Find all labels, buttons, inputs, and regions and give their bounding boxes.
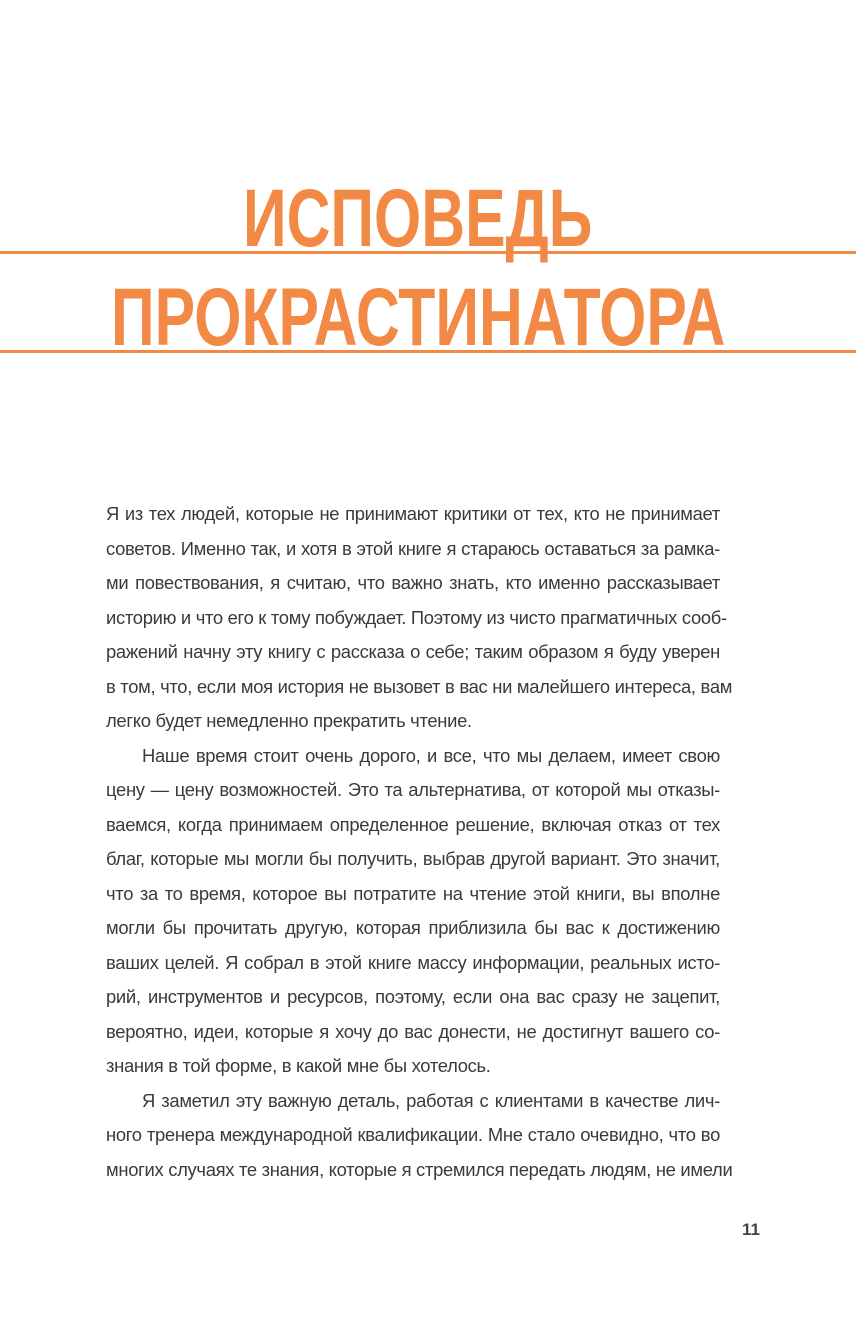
text-line: легко будет немедленно прекратить чтение. xyxy=(106,710,472,731)
text-line: советов. Именно так, и хотя в этой книге я стараюсь оставаться за рамка- xyxy=(106,537,720,559)
text-line: ми повествования, я считаю, что важно знать, кто именно рассказывает xyxy=(106,572,720,593)
chapter-title-line-1: ИСПОВЕДЬ xyxy=(243,173,593,264)
text-line: в том, что, если моя история не вызовет в вас ни малейшего интереса, вам xyxy=(106,675,733,697)
text-line: ваших целей. Я собрал в этой книге массу информации, реальных исто- xyxy=(106,951,720,973)
paragraph-3 xyxy=(106,1084,733,1188)
chapter-title-line-2: ПРОКРАСТИНАТОРА xyxy=(111,272,726,363)
page-number: 11 xyxy=(742,1220,760,1239)
chapter-title-block xyxy=(0,0,856,400)
text-line: цену — цену возможностей. Это та альтернатива, от которой мы отказы- xyxy=(106,779,720,800)
text-line: могли бы прочитать другую, которая приблизила бы вас к достижению xyxy=(106,917,720,938)
paragraph-1 xyxy=(106,497,733,739)
body-text xyxy=(106,497,733,1187)
text-line: знания в той форме, в какой мне бы хотелось. xyxy=(106,1055,491,1076)
text-line: историю и что его к тому побуждает. Поэтому из чисто прагматичных сооб- xyxy=(106,606,727,628)
text-line: Я заметил эту важную деталь, работая с клиентами в качестве лич- xyxy=(142,1089,720,1111)
text-line: что за то время, которое вы потратите на чтение этой книги, вы вполне xyxy=(106,882,720,904)
text-line: благ, которые мы могли бы получить, выбрав другой вариант. Это значит, xyxy=(106,848,720,869)
text-line: Я из тех людей, которые не принимают критики от тех, кто не принимает xyxy=(106,503,720,524)
paragraph-2 xyxy=(106,739,720,1084)
text-line: рий, инструментов и ресурсов, поэтому, если она вас сразу не зацепит, xyxy=(106,986,720,1007)
text-line: ражений начну эту книгу с рассказа о себе; таким образом я буду уверен xyxy=(106,641,720,662)
text-line: вероятно, идеи, которые я хочу до вас донести, не достигнут вашего со- xyxy=(106,1020,720,1042)
text-line: многих случаях те знания, которые я стремился передать людям, не имели xyxy=(106,1158,733,1180)
text-line: Наше время стоит очень дорого, и все, что мы делаем, имеет свою xyxy=(142,744,720,766)
text-line: ного тренера международной квалификации. Мне стало очевидно, что во xyxy=(106,1124,720,1145)
text-line: ваемся, когда принимаем определенное решение, включая отказ от тех xyxy=(106,813,720,835)
